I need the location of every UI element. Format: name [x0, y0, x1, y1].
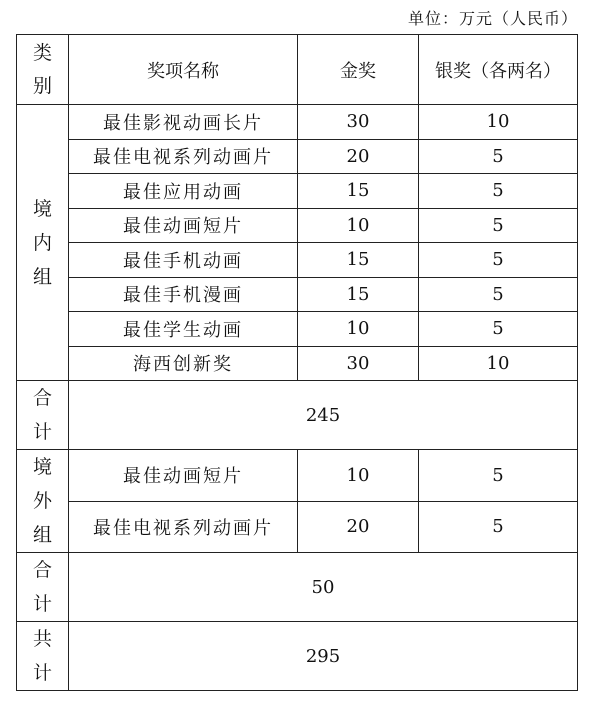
header-category: 类别 — [17, 35, 69, 105]
header-row — [17, 35, 578, 105]
gold-amount: 10 — [298, 208, 419, 243]
subtotal-value: 50 — [69, 553, 578, 622]
silver-amount: 10 — [419, 346, 578, 381]
silver-amount: 5 — [419, 139, 578, 174]
gold-amount: 15 — [298, 243, 419, 278]
table-row — [17, 277, 578, 312]
silver-amount: 5 — [419, 243, 578, 278]
award-name: 最佳影视动画长片 — [69, 105, 298, 140]
table-row — [17, 208, 578, 243]
gold-amount: 10 — [298, 312, 419, 347]
award-name: 最佳学生动画 — [69, 312, 298, 347]
award-name: 最佳电视系列动画片 — [69, 139, 298, 174]
category-overseas: 境外组 — [17, 450, 69, 553]
silver-amount: 10 — [419, 105, 578, 140]
table-row — [17, 174, 578, 209]
gold-amount: 15 — [298, 277, 419, 312]
header-silver: 银奖（各两名） — [419, 35, 578, 105]
header-gold: 金奖 — [298, 35, 419, 105]
table-row — [17, 501, 578, 553]
award-name: 最佳手机漫画 — [69, 277, 298, 312]
gold-amount: 15 — [298, 174, 419, 209]
grand-total-label: 共计 — [17, 622, 69, 691]
category-domestic: 境内组 — [17, 105, 69, 381]
subtotal-label: 合计 — [17, 381, 69, 450]
gold-amount: 30 — [298, 346, 419, 381]
silver-amount: 5 — [419, 450, 578, 502]
prize-table — [16, 34, 578, 691]
subtotal-value: 245 — [69, 381, 578, 450]
table-row — [17, 346, 578, 381]
gold-amount: 20 — [298, 139, 419, 174]
gold-amount: 10 — [298, 450, 419, 502]
table-row — [17, 105, 578, 140]
grand-total-row — [17, 622, 578, 691]
award-name: 最佳动画短片 — [69, 208, 298, 243]
table-row — [17, 243, 578, 278]
award-name: 最佳应用动画 — [69, 174, 298, 209]
award-name: 最佳动画短片 — [69, 450, 298, 502]
subtotal-label: 合计 — [17, 553, 69, 622]
award-name: 最佳手机动画 — [69, 243, 298, 278]
silver-amount: 5 — [419, 501, 578, 553]
silver-amount: 5 — [419, 174, 578, 209]
award-name: 海西创新奖 — [69, 346, 298, 381]
unit-note: 单位：万元（人民币） — [407, 9, 578, 28]
grand-total-value: 295 — [69, 622, 578, 691]
gold-amount: 20 — [298, 501, 419, 553]
table-row — [17, 450, 578, 502]
header-name: 奖项名称 — [69, 35, 298, 105]
silver-amount: 5 — [419, 312, 578, 347]
table-row — [17, 312, 578, 347]
silver-amount: 5 — [419, 208, 578, 243]
table-row — [17, 139, 578, 174]
subtotal-row-overseas — [17, 553, 578, 622]
award-name: 最佳电视系列动画片 — [69, 501, 298, 553]
subtotal-row-domestic — [17, 381, 578, 450]
silver-amount: 5 — [419, 277, 578, 312]
gold-amount: 30 — [298, 105, 419, 140]
